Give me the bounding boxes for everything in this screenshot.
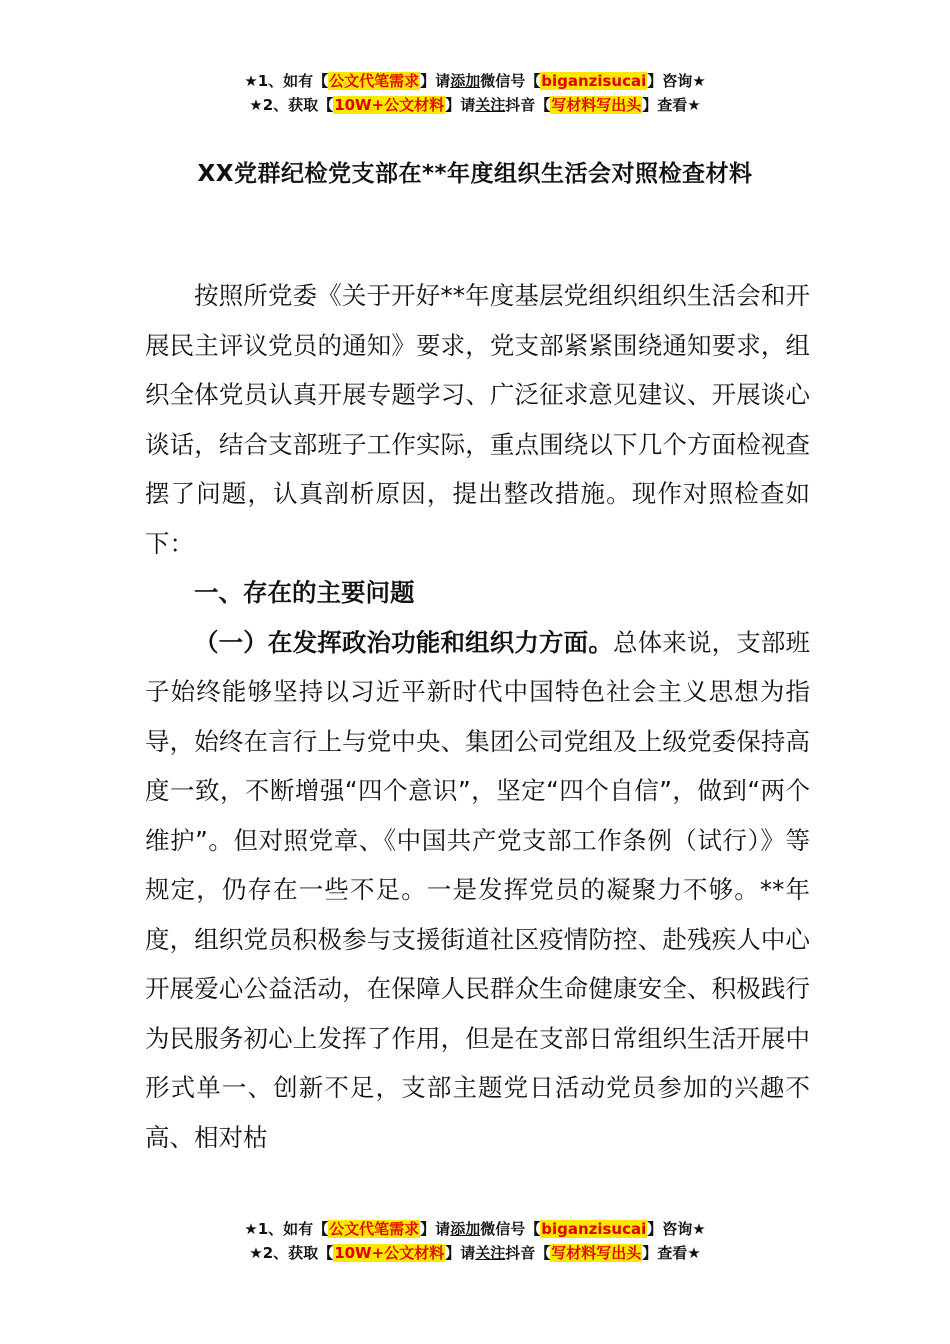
subsection-text: 总体来说，支部班子始终能够坚持以习近平新时代中国特色社会主义思想为指导，始终在言行上与党中央、集团公司党组及上级党委保持高度一致，不断增强“四个意识”，坚定“四个自信”，做到“两个维护”。但对照党章、《中国共产党支部工作条例（试行）》等规定，仍存在一些不足。一是发挥党员的凝聚力不够。**年度，组织党员积极参与支援街道社区疫情防控、赴残疾人中心开展爱心公益活动，在保障人民群众生命健康安全、积极践行为民服务初心上发挥了作用，但是在支部日常组织生活开展中形式单一、创新不足，支部主题党日活动党员参加的兴趣不高、相对枯 <box>145 627 811 1152</box>
section-heading: 一、存在的主要问题 <box>194 578 415 607</box>
highlight-materials: 10W+公文材料 <box>334 1244 445 1262</box>
header-banner <box>0 69 950 117</box>
banner-line-2: ★2、获取【10W+公文材料】请关注抖音【写材料写出头】查看★ <box>249 1244 701 1262</box>
subsection-heading: （一）在发挥政治功能和组织力方面。 <box>194 627 613 657</box>
highlight-douyin-id: 写材料写出头 <box>551 96 642 114</box>
banner-line-2: ★2、获取【10W+公文材料】请关注抖音【写材料写出头】查看★ <box>249 96 701 114</box>
highlight-douyin-id: 写材料写出头 <box>551 1244 642 1262</box>
footer-banner <box>0 1217 950 1265</box>
document-body <box>145 271 810 1162</box>
banner-line-1: ★1、如有【公文代笔需求】请添加微信号【biganzisucai】咨询★ <box>244 72 706 90</box>
highlight-service: 公文代笔需求 <box>329 1220 420 1238</box>
highlight-wechat-id: biganzisucai <box>541 72 647 90</box>
highlight-service: 公文代笔需求 <box>329 72 420 90</box>
subsection-paragraph <box>145 618 810 1163</box>
banner-line-1: ★1、如有【公文代笔需求】请添加微信号【biganzisucai】咨询★ <box>244 1220 706 1238</box>
document-title: XX党群纪检党支部在**年度组织生活会对照检查材料 <box>197 161 753 187</box>
highlight-wechat-id: biganzisucai <box>541 1220 647 1238</box>
intro-paragraph: 按照所党委《关于开好**年度基层党组织组织生活会和开展民主评议党员的通知》要求，党支部紧紧围绕通知要求，组织全体党员认真开展专题学习、广泛征求意见建议、开展谈心谈话，结合支部班子工作实际，重点围绕以下几个方面检视查摆了问题，认真剖析原因，提出整改措施。现作对照检查如下： <box>145 281 810 558</box>
highlight-materials: 10W+公文材料 <box>334 96 445 114</box>
